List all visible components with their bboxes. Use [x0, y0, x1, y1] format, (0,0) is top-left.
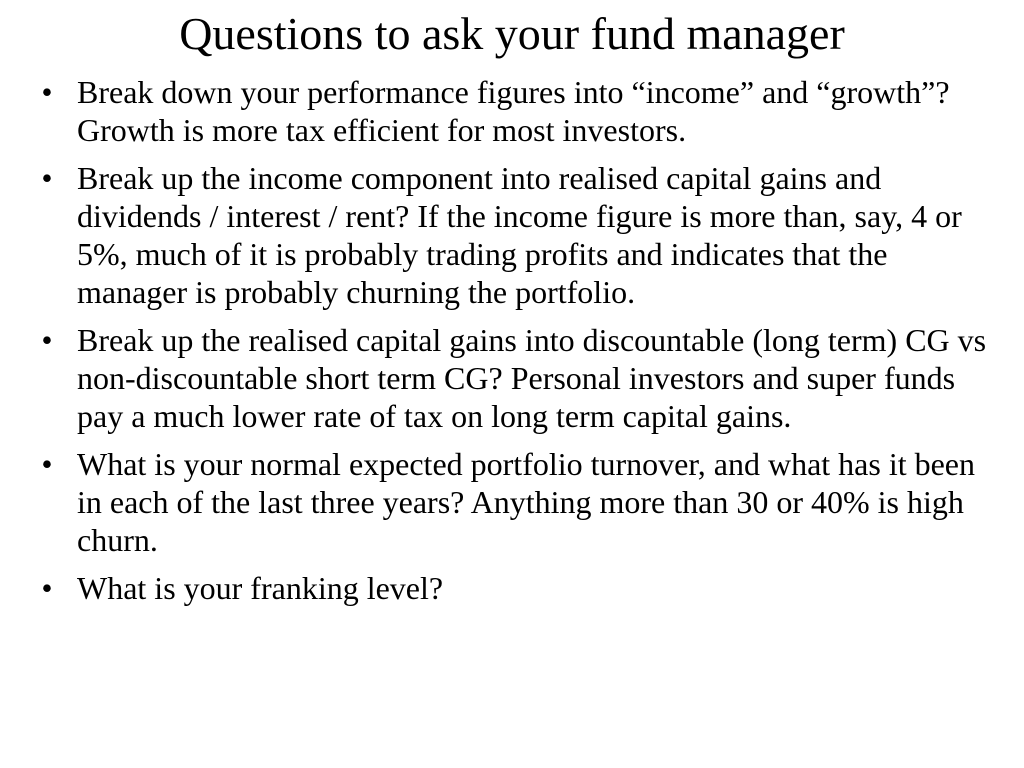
bullet-text: What is your normal expected portfolio turnover, and what has it been in each of the last three years? Anything more than 30 or 40% is high churn. — [77, 446, 975, 558]
bullet-item — [32, 569, 1002, 607]
bullet-list — [32, 73, 1002, 617]
bullet-item — [32, 445, 1002, 559]
bullet-icon: • — [41, 160, 53, 196]
bullet-item — [32, 321, 1002, 435]
bullet-item — [32, 73, 1002, 149]
bullet-icon: • — [41, 74, 53, 110]
bullet-text: Break down your performance figures into “income” and “growth”? Growth is more tax efficient for most investors. — [77, 74, 950, 148]
bullet-item — [32, 159, 1002, 311]
bullet-icon: • — [41, 322, 53, 358]
bullet-icon: • — [41, 570, 53, 606]
bullet-icon: • — [41, 446, 53, 482]
bullet-text: Break up the realised capital gains into discountable (long term) CG vs non-discountable short term CG? Personal investors and super funds pay a much lower rate of tax on long term capital gains. — [77, 322, 987, 434]
slide-title: Questions to ask your fund manager — [179, 8, 845, 59]
bullet-text: What is your franking level? — [77, 570, 444, 606]
bullet-text: Break up the income component into realised capital gains and dividends / interest / rent? If the income figure is more than, say, 4 or 5%, much of it is probably trading profits and indicates that the manager is probably churning the portfolio. — [77, 160, 962, 310]
